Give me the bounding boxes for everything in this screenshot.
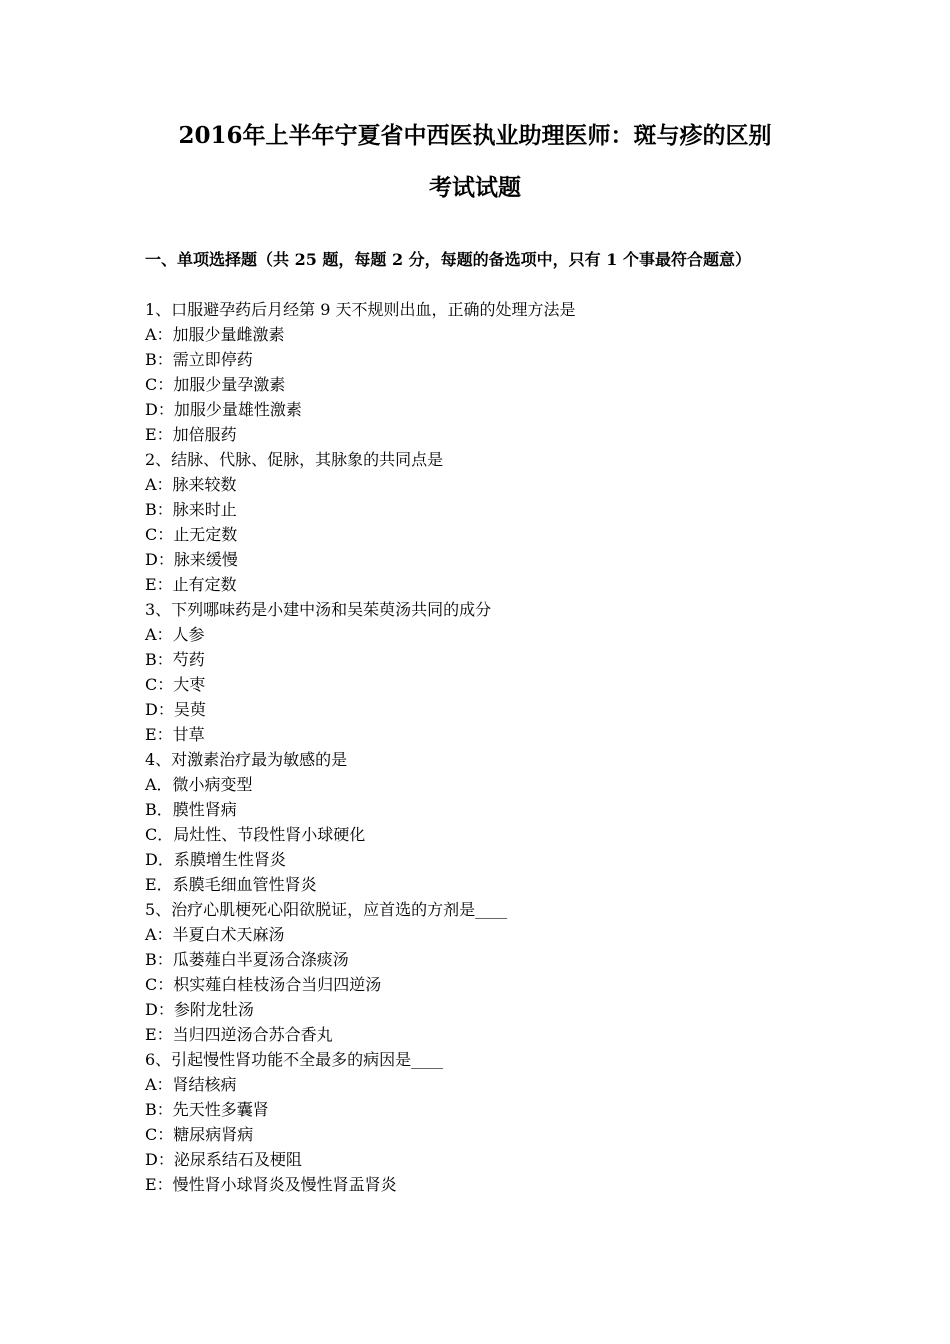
option-e: E．系膜毛细血管性肾炎 — [145, 875, 317, 894]
option-c: C．局灶性、节段性肾小球硬化 — [145, 825, 366, 844]
option-c: C：止无定数 — [145, 525, 238, 544]
option-d: D：脉来缓慢 — [145, 550, 238, 569]
question-stem: 4、对激素治疗最为敏感的是 — [145, 750, 348, 769]
option-a: A：脉来较数 — [145, 475, 237, 494]
question-stem: 3、下列哪味药是小建中汤和吴茱萸汤共同的成分 — [145, 600, 492, 619]
question-3 — [145, 597, 813, 747]
document-title-line-1: 2016年上半年宁夏省中西医执业助理医师：斑与疹的区别 — [178, 122, 772, 149]
question-list — [145, 297, 813, 1197]
option-a: A．微小病变型 — [145, 775, 253, 794]
option-d: D：泌尿系结石及梗阻 — [145, 1150, 302, 1169]
question-5 — [145, 897, 813, 1047]
question-stem: 1、口服避孕药后月经第 9 天不规则出血，正确的处理方法是 — [145, 300, 576, 319]
question-stem: 6、引起慢性肾功能不全最多的病因是____ — [145, 1050, 444, 1069]
question-4 — [145, 747, 813, 897]
section-heading: 一、单项选择题（共 25 题，每题 2 分，每题的备选项中，只有 1 个事最符合题意） — [145, 250, 751, 269]
option-d: D：加服少量雄性激素 — [145, 400, 302, 419]
option-c: C：枳实薤白桂枝汤合当归四逆汤 — [145, 975, 382, 994]
question-stem: 5、治疗心肌梗死心阳欲脱证，应首选的方剂是____ — [145, 900, 508, 919]
option-b: B．膜性肾病 — [145, 800, 237, 819]
option-a: A：人参 — [145, 625, 205, 644]
option-a: A：肾结核病 — [145, 1075, 237, 1094]
question-2 — [145, 447, 813, 597]
option-a: A：半夏白术天麻汤 — [145, 925, 285, 944]
option-e: E：加倍服药 — [145, 425, 237, 444]
option-e: E：止有定数 — [145, 575, 237, 594]
option-b: B：瓜蒌薤白半夏汤合涤痰汤 — [145, 950, 349, 969]
question-stem: 2、结脉、代脉、促脉，其脉象的共同点是 — [145, 450, 444, 469]
option-d: D：吴萸 — [145, 700, 206, 719]
option-c: C：大枣 — [145, 675, 206, 694]
option-c: C：糖尿病肾病 — [145, 1125, 254, 1144]
option-b: B：脉来时止 — [145, 500, 237, 519]
option-b: B：芍药 — [145, 650, 205, 669]
question-1 — [145, 297, 813, 447]
option-c: C：加服少量孕激素 — [145, 375, 286, 394]
question-6 — [145, 1047, 813, 1197]
option-e: E：慢性肾小球肾炎及慢性肾盂肾炎 — [145, 1175, 397, 1194]
document-title-line-2: 考试试题 — [429, 174, 521, 201]
option-b: B：先天性多囊肾 — [145, 1100, 269, 1119]
option-a: A：加服少量雌激素 — [145, 325, 285, 344]
option-e: E：甘草 — [145, 725, 205, 744]
option-d: D：参附龙牡汤 — [145, 1000, 254, 1019]
option-d: D．系膜增生性肾炎 — [145, 850, 286, 869]
option-b: B：需立即停药 — [145, 350, 253, 369]
option-e: E：当归四逆汤合苏合香丸 — [145, 1025, 333, 1044]
